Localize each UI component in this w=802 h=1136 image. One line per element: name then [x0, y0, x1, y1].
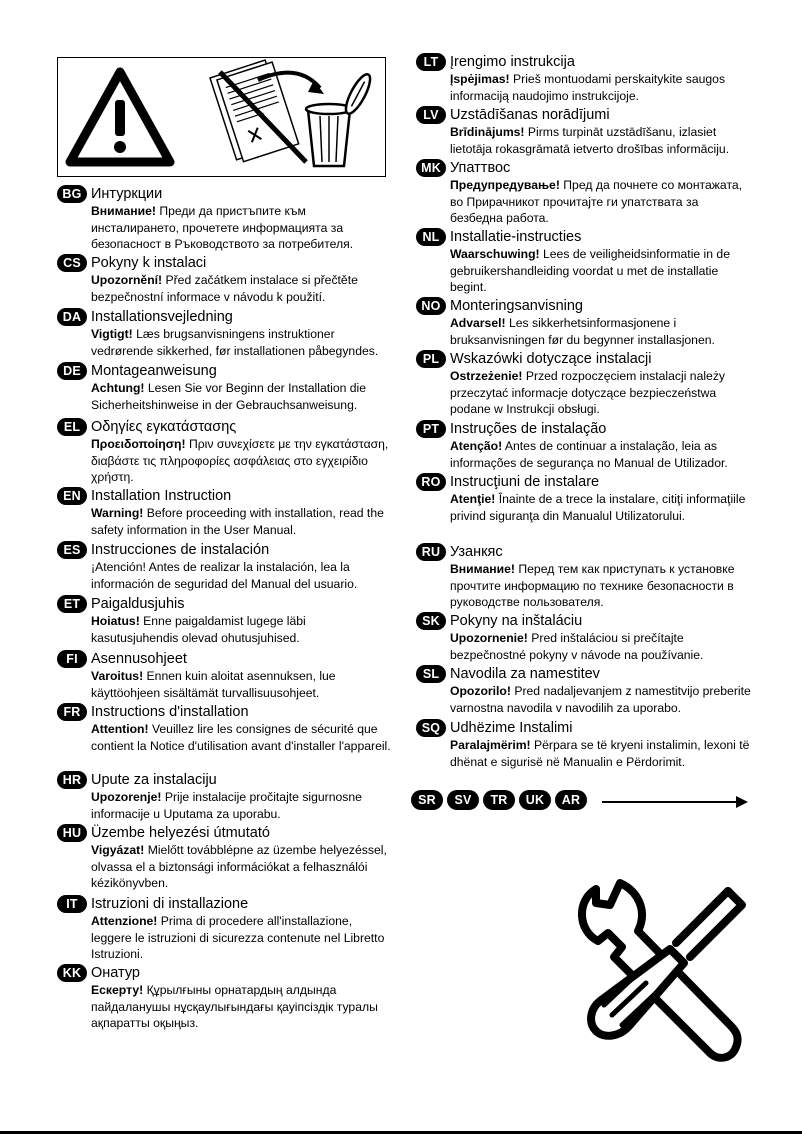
entry-text: Pred nadaljevanjem z namestitvijo preberite varnostna navodila v navodilih za uporabo. [450, 684, 751, 715]
language-badge: EN [57, 487, 87, 505]
language-badge: CS [57, 254, 87, 272]
entry-text: Veuillez lire les consignes de sécurité que contient la Notice d'utilisation avant d'installer l'appareil. [91, 722, 391, 753]
entry-title: Installation Instruction [91, 488, 232, 504]
entry-warning: Įspėjimas! [450, 72, 510, 86]
entry-text: Prima di procedere all'installazione, leggere le istruzioni di sicurezza contenute nel Libretto Istruzioni. [91, 914, 385, 961]
entry-title: Udhëzime Instalimi [450, 720, 573, 736]
warning-triangle-and-discard-manual-icon [58, 58, 385, 176]
language-badge: SQ [416, 719, 446, 737]
entry-fr [57, 702, 392, 754]
entry-text: Құрылғыны орнатардың алдында пайдаланушы нұсқаулығындағы қауіпсіздік туралы ақпаратты оқыңыз. [91, 983, 378, 1030]
wrench-screwdriver-icon [560, 875, 780, 1075]
entry-title: Istruzioni di installazione [91, 896, 249, 912]
entry-warning: Hoiatus! [91, 614, 140, 628]
language-badge: RU [416, 543, 446, 561]
language-badge: NL [416, 228, 446, 246]
language-badge: RO [416, 473, 446, 491]
entry-warning: Ostrzeżenie! [450, 369, 523, 383]
entry-text: Pirms turpināt uzstādīšanu, izlasiet lietotāja rokasgrāmatā ietverto drošības informāciju. [450, 125, 730, 156]
entry-text: Înainte de a trece la instalare, citiţi informaţiile privind siguranţa din Manualul Utilizatorului. [450, 492, 746, 523]
language-badge: SK [416, 612, 446, 630]
language-badge-uk: UK [519, 790, 551, 810]
entry-bg [57, 184, 392, 253]
right-arrow-head [736, 796, 748, 808]
entry-title: Упаттвос [450, 160, 511, 176]
language-badge: PT [416, 420, 446, 438]
entry-title: Üzembe helyezési útmutató [91, 825, 270, 841]
entry-sl [416, 664, 751, 716]
entry-warning: Ескерту! [91, 983, 144, 997]
entry-text: Před začátkem instalace si přečtěte bezpečnostní informace v návodu k použití. [91, 273, 358, 304]
language-badge-tr: TR [483, 790, 515, 810]
entry-text: Pred inštaláciou si prečítajte bezpečnostné pokyny v návode na používanie. [450, 631, 704, 662]
language-badge: MK [416, 159, 446, 177]
entry-warning: Предупредување! [450, 178, 560, 192]
entry-title: Wskazówki dotyczące instalacji [450, 351, 652, 367]
language-badge: HR [57, 771, 87, 789]
entry-text: Πριν συνεχίσετε με την εγκατάσταση, διαβάστε τις πληροφορίες ασφάλειας στο εγχειρίδιο χρήστη. [91, 437, 389, 484]
language-badge: EL [57, 418, 87, 436]
entry-title: Интуркции [91, 186, 163, 202]
entry-title: Онатур [91, 965, 140, 981]
entry-cs [57, 253, 392, 305]
more-languages-badges [411, 790, 591, 810]
entry-es [57, 540, 392, 592]
entry-warning: Varoitus! [91, 669, 144, 683]
entry-text: Prieš montuodami perskaitykite saugos informaciją naudojimo instrukcijoje. [450, 72, 726, 103]
bottom-divider [0, 1131, 802, 1134]
entry-lv [416, 105, 751, 157]
language-badge: DA [57, 308, 87, 326]
language-badge: FI [57, 650, 87, 668]
entry-sq [416, 718, 751, 770]
entry-hr [57, 770, 392, 822]
entry-warning: Vigtigt! [91, 327, 133, 341]
language-badge: DE [57, 362, 87, 380]
entry-title: Įrengimo instrukcija [450, 54, 575, 70]
entry-nl [416, 227, 751, 296]
entry-text: Læs brugsanvisningens instruktioner vedrørende sikkerhed, før installationen påbegyndes. [91, 327, 379, 358]
entry-warning: Brīdinājums! [450, 125, 525, 139]
entry-title: Navodila za namestitev [450, 666, 600, 682]
entry-text: Enne paigaldamist lugege läbi kasutusjuhendis olevad ohutusjuhised. [91, 614, 306, 645]
entry-warning: Waarschuwing! [450, 247, 540, 261]
entry-hu [57, 823, 392, 892]
entry-ro [416, 472, 751, 524]
entry-warning: Advarsel! [450, 316, 506, 330]
entry-da [57, 307, 392, 359]
right-arrow-icon [602, 801, 737, 803]
entry-title: Pokyny k instalaci [91, 255, 207, 271]
language-badge: NO [416, 297, 446, 315]
entry-kk [57, 963, 392, 1032]
entry-warning: Upozorenje! [91, 790, 162, 804]
entry-warning: Внимание! [91, 204, 156, 218]
entry-text: ¡Atención! Antes de realizar la instalación, lea la información de seguridad del Manual del usuario. [91, 560, 358, 591]
language-badge: LV [416, 106, 446, 124]
entry-warning: Atenţie! [450, 492, 496, 506]
language-badge: BG [57, 185, 87, 203]
entry-text: Пред да почнете со монтажата, во Прирачникот прочитајте ги упатствата за безбедна работа. [450, 178, 743, 225]
entry-warning: Warning! [91, 506, 144, 520]
entry-text: Les sikkerhetsinformasjonene i bruksanvisningen før du begynner installasjonen. [450, 316, 715, 347]
entry-pl [416, 349, 751, 418]
entry-text: Преди да пристъпите към инсталирането, прочетете информацията за безопасност в Ръководството за потребителя. [91, 204, 354, 251]
language-badge: SL [416, 665, 446, 683]
entry-title: Οδηγίες εγκατάστασης [91, 419, 237, 435]
entry-warning: Achtung! [91, 381, 145, 395]
entry-ru [416, 542, 751, 611]
entry-title: Instrucţiuni de instalare [450, 474, 600, 490]
entry-title: Pokyny na inštaláciu [450, 613, 583, 629]
entry-warning: Attention! [91, 722, 149, 736]
entry-text: Before proceeding with installation, read the safety information in the User Manual. [91, 506, 384, 537]
entry-text: Lees de veiligheidsinformatie in de gebruikershandleiding voordat u met de installatie begint. [450, 247, 730, 294]
entry-warning: Προειδοποίηση! [91, 437, 186, 451]
entry-warning: Upozornění! [91, 273, 163, 287]
entry-text: Przed rozpoczęciem instalacji należy przeczytać informacje dotyczące bezpieczeństwa podane w Instrukcji obsługi. [450, 369, 726, 416]
language-badge: IT [57, 895, 87, 913]
entry-title: Paigaldusjuhis [91, 596, 185, 612]
entry-warning: Внимание! [450, 562, 515, 576]
entry-title: Installatie-instructies [450, 229, 582, 245]
entry-warning: Vigyázat! [91, 843, 145, 857]
entry-text: Antes de continuar a instalação, leia as informações de segurança no Manual de Utilizador. [450, 439, 728, 470]
entry-text: Prije instalacije pročitajte sigurnosne informacije u Uputama za uporabu. [91, 790, 362, 821]
entry-warning: Atenção! [450, 439, 503, 453]
language-badge: ES [57, 541, 87, 559]
language-badge: HU [57, 824, 87, 842]
warning-illustration-panel [57, 57, 386, 177]
entry-title: Uzstādīšanas norādījumi [450, 107, 610, 123]
entry-lt [416, 52, 751, 104]
entry-warning: Opozorilo! [450, 684, 511, 698]
entry-text: Lesen Sie vor Beginn der Installation die Sicherheitshinweise in der Gebrauchsanweisung. [91, 381, 367, 412]
entry-title: Узанкяс [450, 544, 503, 560]
language-badge: FR [57, 703, 87, 721]
entry-et [57, 594, 392, 646]
entry-title: Installationsvejledning [91, 309, 233, 325]
entry-title: Monteringsanvisning [450, 298, 583, 314]
language-badge: ET [57, 595, 87, 613]
entry-text: Ennen kuin aloitat asennuksen, lue käyttöohjeen sisältämät turvallisuusohjeet. [91, 669, 336, 700]
entry-pt [416, 419, 751, 471]
entry-text: Mielőtt továbblépne az üzembe helyezéssel, olvassa el a biztonsági információkat a felhasználói kézikönyvben. [91, 843, 387, 890]
entry-el [57, 417, 392, 486]
entry-warning: Upozornenie! [450, 631, 528, 645]
entry-de [57, 361, 392, 413]
entry-title: Asennusohjeet [91, 651, 187, 667]
language-badge-ar: AR [555, 790, 587, 810]
entry-title: Upute za instalaciju [91, 772, 217, 788]
entry-sk [416, 611, 751, 663]
entry-text: Перед тем как приступать к установке прочтите информацию по технике безопасности в руководстве пользователя. [450, 562, 735, 609]
entry-title: Instruções de instalação [450, 421, 607, 437]
entry-it [57, 894, 392, 963]
entry-warning: Paralajmërim! [450, 738, 531, 752]
entry-en [57, 486, 392, 538]
language-badge: KK [57, 964, 87, 982]
entry-mk [416, 158, 751, 227]
entry-warning: Attenzione! [91, 914, 158, 928]
entry-fi [57, 649, 392, 701]
language-badge-sr: SR [411, 790, 443, 810]
entry-title: Montageanweisung [91, 363, 217, 379]
entry-title: Instructions d'installation [91, 704, 249, 720]
entry-text: Përpara se të kryeni instalimin, lexoni të dhënat e sigurisë në Manualin e Përdorimit. [450, 738, 750, 769]
entry-no [416, 296, 751, 348]
language-badge: PL [416, 350, 446, 368]
entry-title: Instrucciones de instalación [91, 542, 270, 558]
language-badge-sv: SV [447, 790, 479, 810]
language-badge: LT [416, 53, 446, 71]
